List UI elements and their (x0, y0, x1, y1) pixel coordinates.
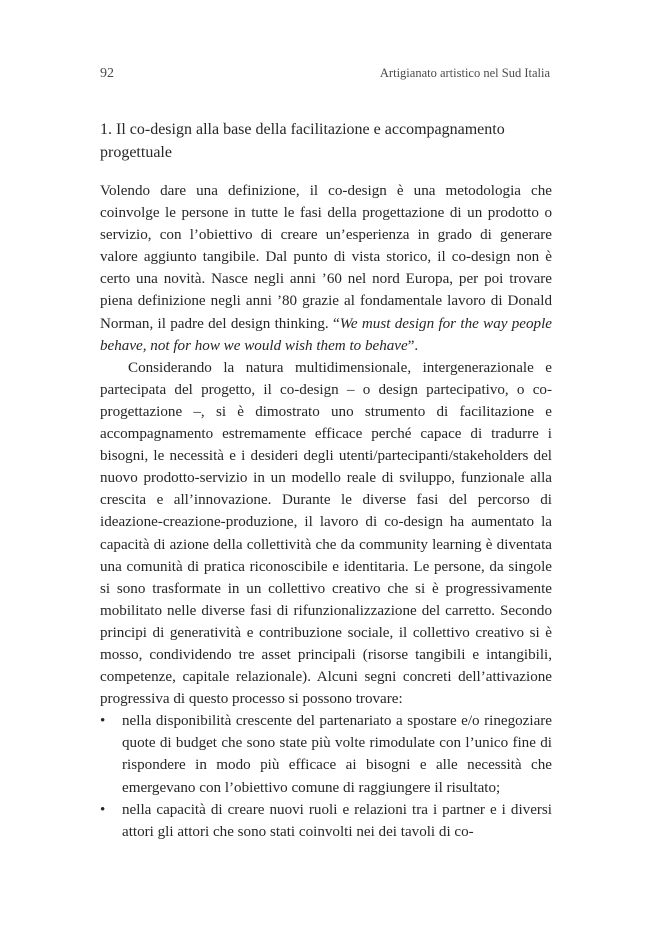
bullet-icon: • (100, 713, 106, 730)
running-header (100, 66, 550, 86)
body-text (100, 180, 552, 843)
list-item (100, 710, 552, 798)
quote-open-mark: “ (332, 315, 340, 332)
list-item-text: nella capacità di creare nuovi ruoli e relazioni tra i partner e i diversi attori gli attori che sono stati coinvolti nei dei tavoli di co- (122, 801, 552, 840)
paragraph-1-text: Volendo dare una definizione, il co-design è una metodologia che coinvolge le persone in tutte le fasi della progettazione di un prodotto o servizio, con l’obiettivo di creare un’esperienza in grado di generare valore aggiunto tangibile. Dal punto di vista storico, il co-design non è certo una novità. Nasce negli anni ’60 nel nord Europa, per poi trovare piena definizione negli anni ’80 grazie al fondamentale lavoro di Donald Norman, il padre del design thinking. (100, 183, 552, 332)
paragraph-1 (100, 180, 552, 357)
bullet-list (100, 710, 552, 843)
section-heading: 1. Il co-design alla base della facilitazione e accompagnamento progettuale (100, 121, 505, 161)
bullet-icon: • (100, 801, 106, 818)
paragraph-2: Considerando la natura multidimensionale, intergenerazionale e partecipata del progetto, il co-design – o design partecipativo, o co-progettazione –, si è dimostrato uno strumento di facilitazione e accompagnamento estremamente efficace perché capace di tradurre i bisogni, le necessità e i desideri degli utenti/partecipanti/stakeholders del nuovo prodotto-servizio in un modello reale di sviluppo, funzionale alla crescita e all’innovazione. Durante le diverse fasi del percorso di ideazione-creazione-produzione, il lavoro di co-design ha aumentato la capacità di azione della collettività che da community learning è diventata una comunità di pratica riconoscibile e identitaria. Le persone, da singole si sono trasformate in un collettivo creativo che si è progressivamente mobilitato nelle diverse fasi di rifunzionalizzazione del carretto. Secondo principi di generatività e contribuzione sociale, il collettivo creativo si è mosso, condividendo tre asset principali (risorse tangibili e intangibili, competenze, capitale relazionale). Alcuni segni concreti dell’attivazione progressiva di questo processo si possono trovare: (100, 359, 552, 708)
quote-close-mark: ”. (407, 337, 419, 354)
running-title: Artigianato artistico nel Sud Italia (379, 66, 550, 80)
page-number: 92 (100, 66, 114, 81)
list-item (100, 799, 552, 843)
list-item-text: nella disponibilità crescente del partenariato a spostare e/o rinegoziare quote di budget che sono state più volte rimodulate con l’unico fine di rispondere in modo più efficace ai bisogni e alle necessità che emergevano con l’obiettivo comune di raggiungere il risultato; (122, 713, 552, 796)
norman-quote: We must design for the way people behave, not for how we would wish them to behave (100, 315, 552, 354)
